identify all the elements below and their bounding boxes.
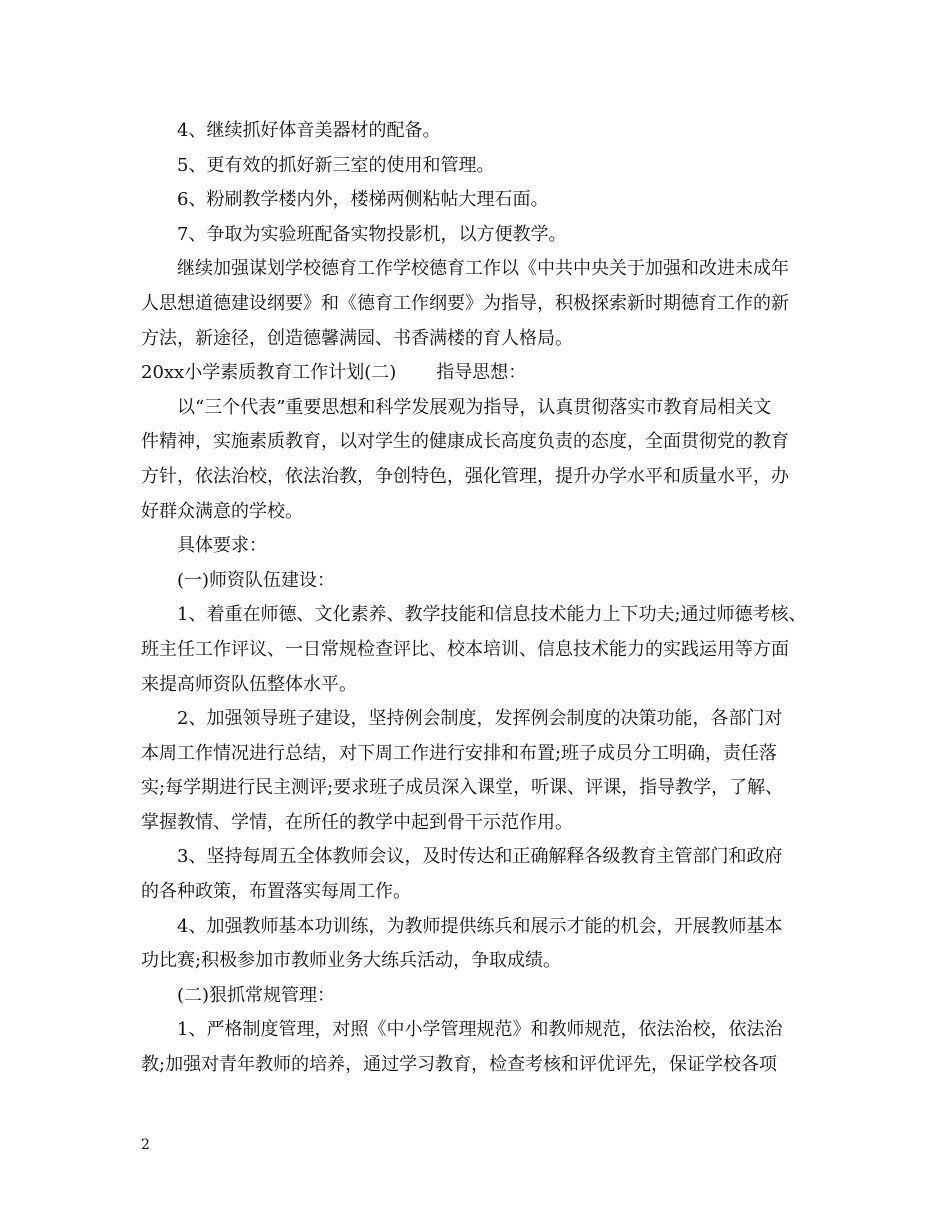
text-line: 实;每学期进行民主测评;要求班子成员深入课堂，听课、评课，指导教学，了解、 [141, 777, 784, 799]
text-line: 教;加强对青年教师的培养，通过学习教育，检查考核和评优评先，保证学校各项 [141, 1054, 778, 1076]
text-line: 方法，新途径，创造德馨满园、书香满楼的育人格局。 [141, 327, 573, 349]
text-line: (二)狠抓常规管理： [177, 984, 336, 1006]
text-line: 人思想道德建设纲要》和《德育工作纲要》为指导，积极探索新时期德育工作的新 [141, 292, 789, 314]
text-line: 1、严格制度管理，对照《中小学管理规范》和教师规范，依法治校，依法治 [177, 1019, 783, 1041]
text-line: 好群众满意的学校。 [141, 500, 303, 522]
text-line: 2、加强领导班子建设，坚持例会制度，发挥例会制度的决策功能，各部门对 [177, 708, 783, 730]
document-body [141, 114, 821, 1083]
text-line: (一)师资队伍建设： [177, 569, 336, 591]
text-line: 6、粉刷教学楼内外，楼梯两侧粘帖大理石面。 [177, 189, 549, 211]
text-line: 的各种政策，布置落实每周工作。 [141, 881, 411, 903]
text-line: 7、争取为实验班配备实物投影机，以方便教学。 [177, 223, 567, 245]
section-title: 20xx小学素质教育工作计划(二) [141, 362, 397, 384]
section-subtitle: 指导思想： [436, 362, 527, 384]
text-line: 方针，依法治校，依法治教，争创特色，强化管理，提升办学水平和质量水平，办 [141, 465, 789, 487]
text-line: 来提高师资队伍整体水平。 [141, 673, 357, 695]
text-line: 件精神，实施素质教育，以对学生的健康成长高度负责的态度，全面贯彻党的教育 [141, 431, 789, 453]
text-line: 3、坚持每周五全体教师会议，及时传达和正确解释各级教育主管部门和政府 [177, 846, 783, 868]
text-line: 4、加强教师基本功训练，为教师提供练兵和展示才能的机会，开展教师基本 [177, 915, 783, 937]
text-line: 继续加强谋划学校德育工作学校德育工作以《中共中央关于加强和改进未成年 [177, 258, 789, 280]
text-line: 5、更有效的抓好新三室的使用和管理。 [177, 154, 495, 176]
page-number: 2 [141, 1137, 150, 1153]
text-line: 以“三个代表”重要思想和科学发展观为指导，认真贯彻落实市教育局相关文 [177, 396, 772, 418]
section-heading-line [141, 356, 821, 391]
text-line: 功比赛;积极参加市教师业务大练兵活动，争取成绩。 [141, 950, 562, 972]
text-line: 班主任工作评议、一日常规检查评比、校本培训、信息技术能力的实践运用等方面 [141, 638, 789, 660]
text-line: 4、继续抓好体音美器材的配备。 [177, 120, 441, 141]
text-line: 掌握教情、学情，在所任的教学中起到骨干示范作用。 [141, 811, 573, 833]
text-line: 本周工作情况进行总结，对下周工作进行安排和布置;班子成员分工明确，责任落 [141, 742, 778, 764]
text-line: 1、着重在师德、文化素养、教学技能和信息技术能力上下功夫;通过师德考核、 [177, 604, 807, 626]
text-line: 具体要求： [177, 535, 267, 557]
